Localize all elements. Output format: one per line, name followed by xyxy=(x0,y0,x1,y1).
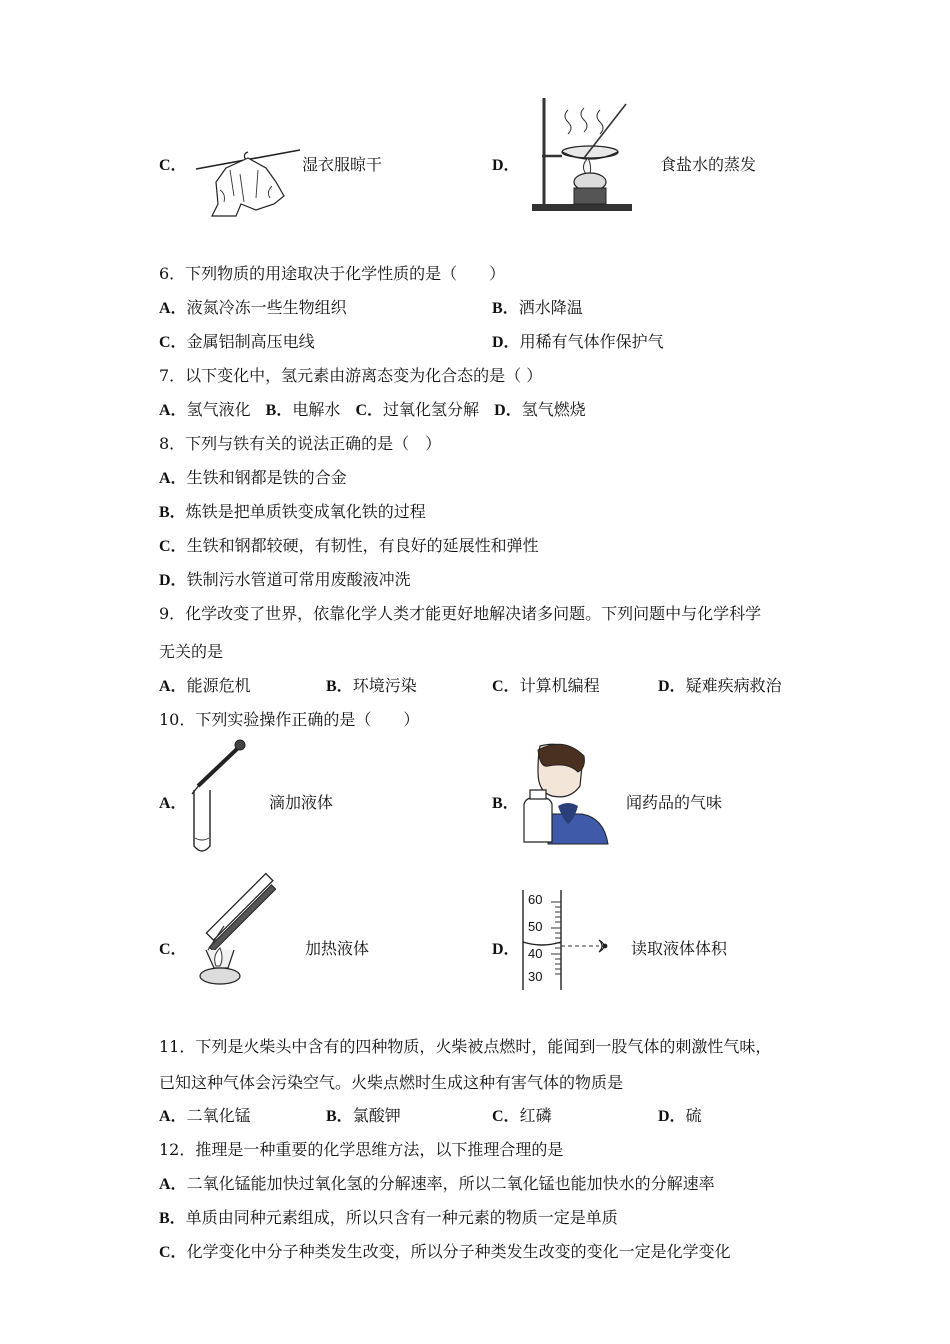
option-letter: C． xyxy=(492,678,520,695)
option-letter: A． xyxy=(159,300,187,317)
option-text: 生铁和钢都较硬，有韧性，有良好的延展性和弹性 xyxy=(186,536,539,555)
q9-option-b[interactable] xyxy=(326,673,417,696)
cylinder-scale-30: 30 xyxy=(528,969,543,984)
option-text: 红磷 xyxy=(519,1106,552,1125)
option-text: 氢气燃烧 xyxy=(521,400,586,419)
option-letter: D． xyxy=(658,1108,686,1125)
option-text: 疑难疾病救治 xyxy=(685,676,782,695)
q6-option-b[interactable] xyxy=(492,295,583,318)
q10-option-c[interactable] xyxy=(159,936,187,959)
q7-options xyxy=(159,397,586,420)
q12-stem: 12．推理是一种重要的化学思维方法，以下推理合理的是 xyxy=(159,1140,564,1159)
q8-option-b[interactable] xyxy=(159,499,426,522)
option-text: 二氧化锰能加快过氧化氢的分解速率，所以二氧化锰也能加快水的分解速率 xyxy=(186,1174,715,1193)
salt-water-evaporation-icon xyxy=(528,96,634,216)
option-text: 生铁和钢都是铁的合金 xyxy=(186,468,347,487)
q8-option-c[interactable] xyxy=(159,533,539,556)
q11-option-c[interactable] xyxy=(492,1103,552,1126)
dropper-test-tube-icon xyxy=(188,738,252,854)
cylinder-scale-40: 40 xyxy=(528,946,543,961)
option-text: 金属铝制高压电线 xyxy=(186,332,315,351)
q7-option-a[interactable] xyxy=(159,400,251,419)
q10-option-a[interactable] xyxy=(159,790,187,813)
option-letter: D． xyxy=(658,678,686,695)
option-letter: C． xyxy=(492,1108,520,1125)
option-letter: C． xyxy=(159,1244,187,1261)
q10-option-b-text: 闻药品的气味 xyxy=(626,793,723,812)
q10-stem: 10．下列实验操作正确的是（ ） xyxy=(159,710,420,729)
option-letter: B． xyxy=(265,402,293,419)
option-text: 环境污染 xyxy=(352,676,417,695)
cylinder-scale-60: 60 xyxy=(528,892,543,907)
option-text: 氯酸钾 xyxy=(352,1106,401,1125)
option-text: 液氮冷冻一些生物组织 xyxy=(186,298,347,317)
option-letter: C． xyxy=(159,941,187,958)
q5-option-c-text: 湿衣服晾干 xyxy=(302,155,383,174)
option-letter: A． xyxy=(159,1108,187,1125)
q6-option-c[interactable] xyxy=(159,329,315,352)
q7-option-c[interactable] xyxy=(355,400,479,419)
option-letter: B． xyxy=(492,795,519,812)
option-letter: A． xyxy=(159,402,187,419)
option-letter: A． xyxy=(159,795,187,812)
q10-option-c-text: 加热液体 xyxy=(305,939,370,958)
boy-smelling-bottle-icon xyxy=(518,742,610,846)
cylinder-scale-50: 50 xyxy=(528,919,543,934)
q7-option-d[interactable] xyxy=(494,400,586,419)
q7-option-b[interactable] xyxy=(266,400,341,419)
q8-option-a[interactable] xyxy=(159,465,347,488)
q11-stem-line2: 已知这种气体会污染空气。火柴点燃时生成这种有害气体的物质是 xyxy=(159,1073,624,1092)
q10-option-d[interactable] xyxy=(492,936,520,959)
q10-option-d-text: 读取液体体积 xyxy=(631,939,728,958)
option-letter: B． xyxy=(159,504,186,521)
q9-stem-line1: 9．化学改变了世界，依靠化学人类才能更好地解决诸多问题。下列问题中与化学科学 xyxy=(159,604,762,623)
option-letter: A． xyxy=(159,678,187,695)
option-letter: D． xyxy=(492,941,520,958)
q8-option-d[interactable] xyxy=(159,567,411,590)
option-letter: B． xyxy=(326,678,353,695)
q9-option-c[interactable] xyxy=(492,673,600,696)
option-text: 单质由同种元素组成，所以只含有一种元素的物质一定是单质 xyxy=(185,1208,618,1227)
option-text: 能源危机 xyxy=(186,676,251,695)
q6-option-a[interactable] xyxy=(159,295,347,318)
q6-option-d[interactable] xyxy=(492,329,664,352)
q11-option-d[interactable] xyxy=(658,1103,702,1126)
option-text: 化学变化中分子种类发生改变，所以分子种类发生改变的变化一定是化学变化 xyxy=(186,1242,731,1261)
q5-option-d[interactable] xyxy=(492,152,520,175)
option-letter: D． xyxy=(492,157,520,174)
option-text: 氢气液化 xyxy=(186,400,251,419)
q11-option-a[interactable] xyxy=(159,1103,251,1126)
q7-stem: 7．以下变化中，氢元素由游离态变为化合态的是（ ） xyxy=(159,366,543,385)
q6-stem: 6．下列物质的用途取决于化学性质的是（ ） xyxy=(159,264,506,283)
option-letter: B． xyxy=(326,1108,353,1125)
q11-stem-line1: 11．下列是火柴头中含有的四种物质，火柴被点燃时，能闻到一股气体的刺激性气味， xyxy=(159,1037,772,1056)
option-text: 硫 xyxy=(685,1106,702,1125)
option-letter: D． xyxy=(494,402,522,419)
q10-option-b[interactable] xyxy=(492,790,519,813)
q9-stem-line2: 无关的是 xyxy=(159,642,224,661)
option-text: 洒水降温 xyxy=(518,298,583,317)
option-letter: C． xyxy=(355,402,384,419)
option-text: 计算机编程 xyxy=(519,676,600,695)
option-letter: D． xyxy=(492,334,520,351)
option-text: 电解水 xyxy=(292,400,341,419)
wet-clothes-drying-icon xyxy=(196,146,300,220)
option-letter: C． xyxy=(159,538,187,555)
q5-option-c[interactable] xyxy=(159,152,187,175)
option-text: 炼铁是把单质铁变成氧化铁的过程 xyxy=(185,502,426,521)
option-text: 铁制污水管道可常用废酸液冲洗 xyxy=(186,570,411,589)
heating-test-tube-icon xyxy=(188,872,304,988)
option-text: 二氧化锰 xyxy=(186,1106,251,1125)
option-letter: B． xyxy=(492,300,519,317)
option-letter: B． xyxy=(159,1210,186,1227)
q12-option-a[interactable] xyxy=(159,1171,715,1194)
q12-option-b[interactable] xyxy=(159,1205,618,1228)
option-letter: A． xyxy=(159,470,187,487)
q9-option-a[interactable] xyxy=(159,673,251,696)
q10-option-a-text: 滴加液体 xyxy=(269,793,334,812)
q11-option-b[interactable] xyxy=(326,1103,401,1126)
q8-stem: 8．下列与铁有关的说法正确的是（ ） xyxy=(159,434,442,453)
q9-option-d[interactable] xyxy=(658,673,782,696)
option-text: 用稀有气体作保护气 xyxy=(519,332,664,351)
option-text: 过氧化氢分解 xyxy=(383,400,480,419)
option-letter: C． xyxy=(159,334,187,351)
q5-option-d-text: 食盐水的蒸发 xyxy=(660,155,757,174)
option-letter: D． xyxy=(159,572,187,589)
option-letter: C． xyxy=(159,157,187,174)
q12-option-c[interactable] xyxy=(159,1239,731,1262)
option-letter: A． xyxy=(159,1176,187,1193)
